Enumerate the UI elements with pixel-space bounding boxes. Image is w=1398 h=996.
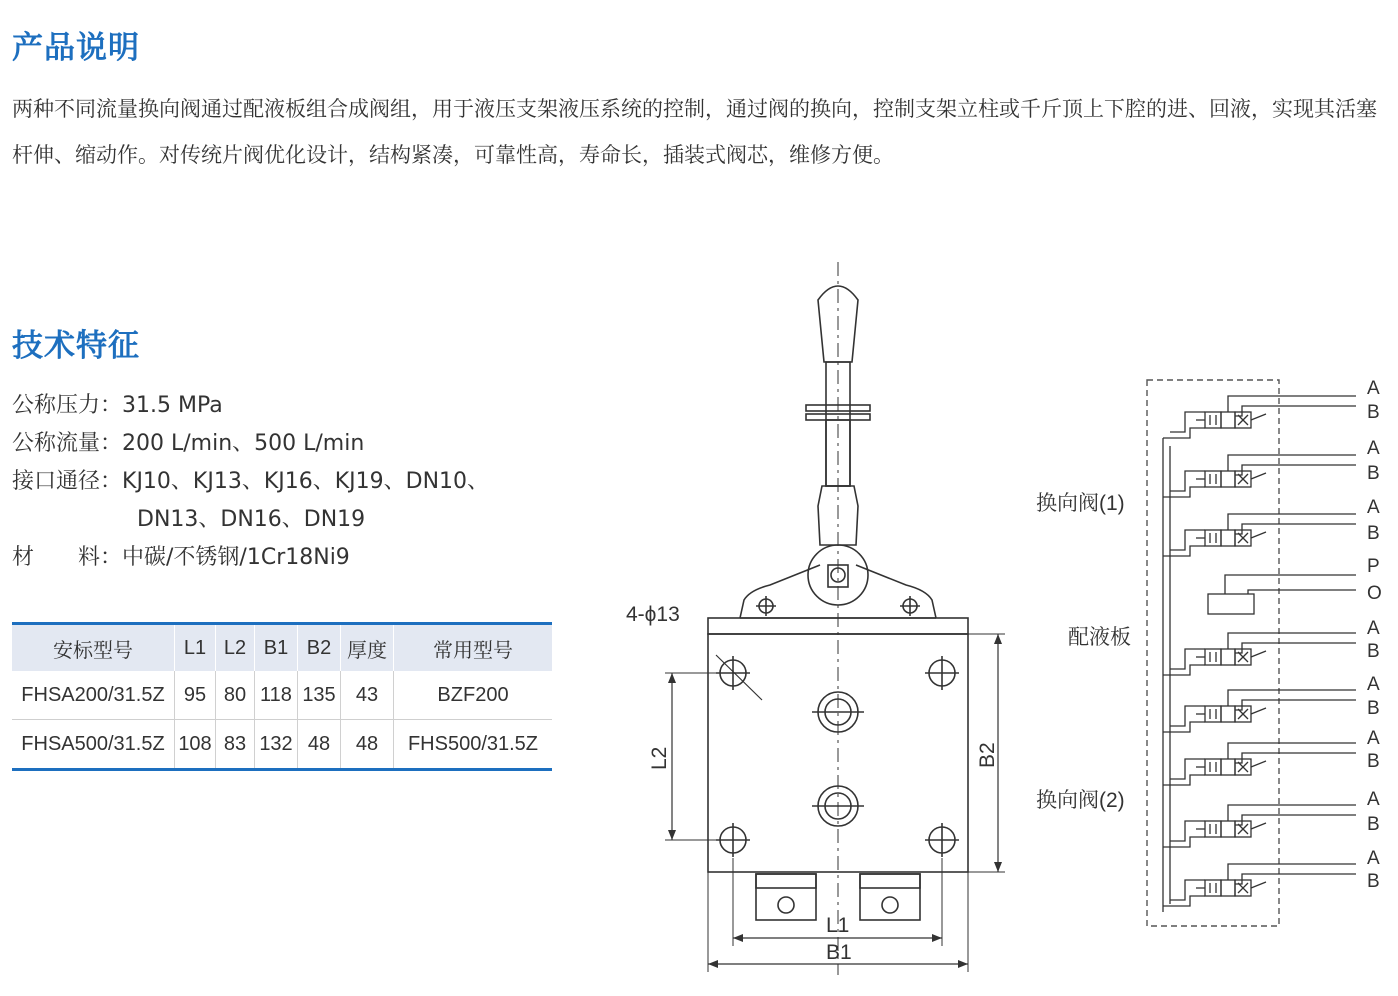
valve-drawing xyxy=(600,255,1020,990)
port-label: B xyxy=(1367,641,1380,662)
table-cell: 80 xyxy=(216,671,255,720)
port-label: B xyxy=(1367,402,1380,423)
table-cell: FHSA200/31.5Z xyxy=(12,671,175,720)
port-label: B xyxy=(1367,523,1380,544)
spec-pressure xyxy=(12,388,223,419)
table-cell: 108 xyxy=(175,720,216,770)
valve-symbol xyxy=(1163,396,1356,438)
table-cell: 48 xyxy=(298,720,341,770)
table-header: 常用型号 xyxy=(394,624,553,672)
table-cell: 132 xyxy=(255,720,298,770)
port-label: A xyxy=(1367,674,1380,695)
port-label: B xyxy=(1367,463,1380,484)
port-label: B xyxy=(1367,698,1380,719)
dim-b2-label: B2 xyxy=(976,742,999,768)
spec-port-size xyxy=(12,464,489,495)
table-header: L1 xyxy=(175,624,216,672)
table-cell: BZF200 xyxy=(437,683,509,706)
table-header: B2 xyxy=(298,624,341,672)
valve-symbol xyxy=(1163,805,1356,847)
table-cell: 118 xyxy=(255,671,298,720)
port-label: A xyxy=(1367,848,1380,869)
description-text: 两种不同流量换向阀通过配液板组合成阀组，用于液压支架液压系统的控制，通过阀的换向，控制支架立柱或千斤顶上下腔的进、回液，实现其活塞杆伸、缩动作。对传统片阀优化设计，结构紧凑，可靠性高，寿命长，插装式阀芯，维修方便。 xyxy=(12,97,1377,167)
valve-symbol xyxy=(1163,743,1356,785)
valve-group-2-label: 换向阀(2) xyxy=(1036,789,1125,812)
valve-symbol xyxy=(1163,455,1356,497)
valve-symbol xyxy=(1163,864,1356,906)
valve-group-1-label: 换向阀(1) xyxy=(1036,492,1125,515)
valve-symbol xyxy=(1163,633,1356,675)
valve-symbol xyxy=(1163,514,1356,556)
table-cell: 43 xyxy=(341,671,394,720)
features-title: 技术特征 xyxy=(12,328,140,364)
port-label: B xyxy=(1367,871,1380,892)
spec-value: KJ10、KJ13、KJ16、KJ19、DN10、 xyxy=(122,469,490,494)
table-cell: 48 xyxy=(341,720,394,770)
port-label: A xyxy=(1367,728,1380,749)
port-label: B xyxy=(1367,751,1380,772)
spec-label: 公称流量： xyxy=(12,431,123,456)
spec-value: 31.5 MPa xyxy=(122,393,223,418)
spec-value: 中碳/不锈钢/1Cr18Ni9 xyxy=(122,545,350,570)
table-header: B1 xyxy=(255,624,298,672)
table-header: 厚度 xyxy=(341,624,394,672)
spec-table xyxy=(12,622,552,771)
spec-label: 材 料： xyxy=(12,545,123,570)
manifold-label: 配液板 xyxy=(1068,626,1131,649)
table-cell: 135 xyxy=(298,671,341,720)
hole-spec-label: 4-ϕ13 xyxy=(626,603,680,626)
description-title: 产品说明 xyxy=(12,30,140,66)
port-label: P xyxy=(1367,556,1380,577)
table-row xyxy=(12,720,552,770)
spec-port-size-cont xyxy=(137,502,365,533)
table-row xyxy=(12,671,552,720)
spec-label: 公称压力： xyxy=(12,393,123,418)
port-label: O xyxy=(1367,583,1382,604)
port-label: B xyxy=(1367,814,1380,835)
spec-material xyxy=(12,540,350,571)
port-label: A xyxy=(1367,378,1380,399)
spec-label: 接口通径： xyxy=(12,469,123,494)
port-label: A xyxy=(1367,438,1380,459)
dim-l2-label: L2 xyxy=(648,746,671,770)
spec-flow xyxy=(12,426,364,457)
valve-symbol xyxy=(1163,690,1356,732)
table-header: L2 xyxy=(216,624,255,672)
table-cell: 83 xyxy=(216,720,255,770)
table-header: 安标型号 xyxy=(12,624,175,672)
hydraulic-schematic xyxy=(1030,370,1395,935)
table-cell: FHSA500/31.5Z xyxy=(12,720,175,770)
manifold-symbol xyxy=(1208,575,1356,614)
port-label: A xyxy=(1367,789,1380,810)
port-label: A xyxy=(1367,618,1380,639)
table-cell: FHS500/31.5Z xyxy=(407,732,539,755)
table-header-row xyxy=(12,624,552,672)
spec-value: DN13、DN16、DN19 xyxy=(137,507,366,532)
table-cell: 95 xyxy=(175,671,216,720)
port-label: A xyxy=(1367,497,1380,518)
dim-l1-label: L1 xyxy=(826,914,850,937)
dim-b1-label: B1 xyxy=(826,941,852,964)
spec-value: 200 L/min、500 L/min xyxy=(122,431,365,456)
